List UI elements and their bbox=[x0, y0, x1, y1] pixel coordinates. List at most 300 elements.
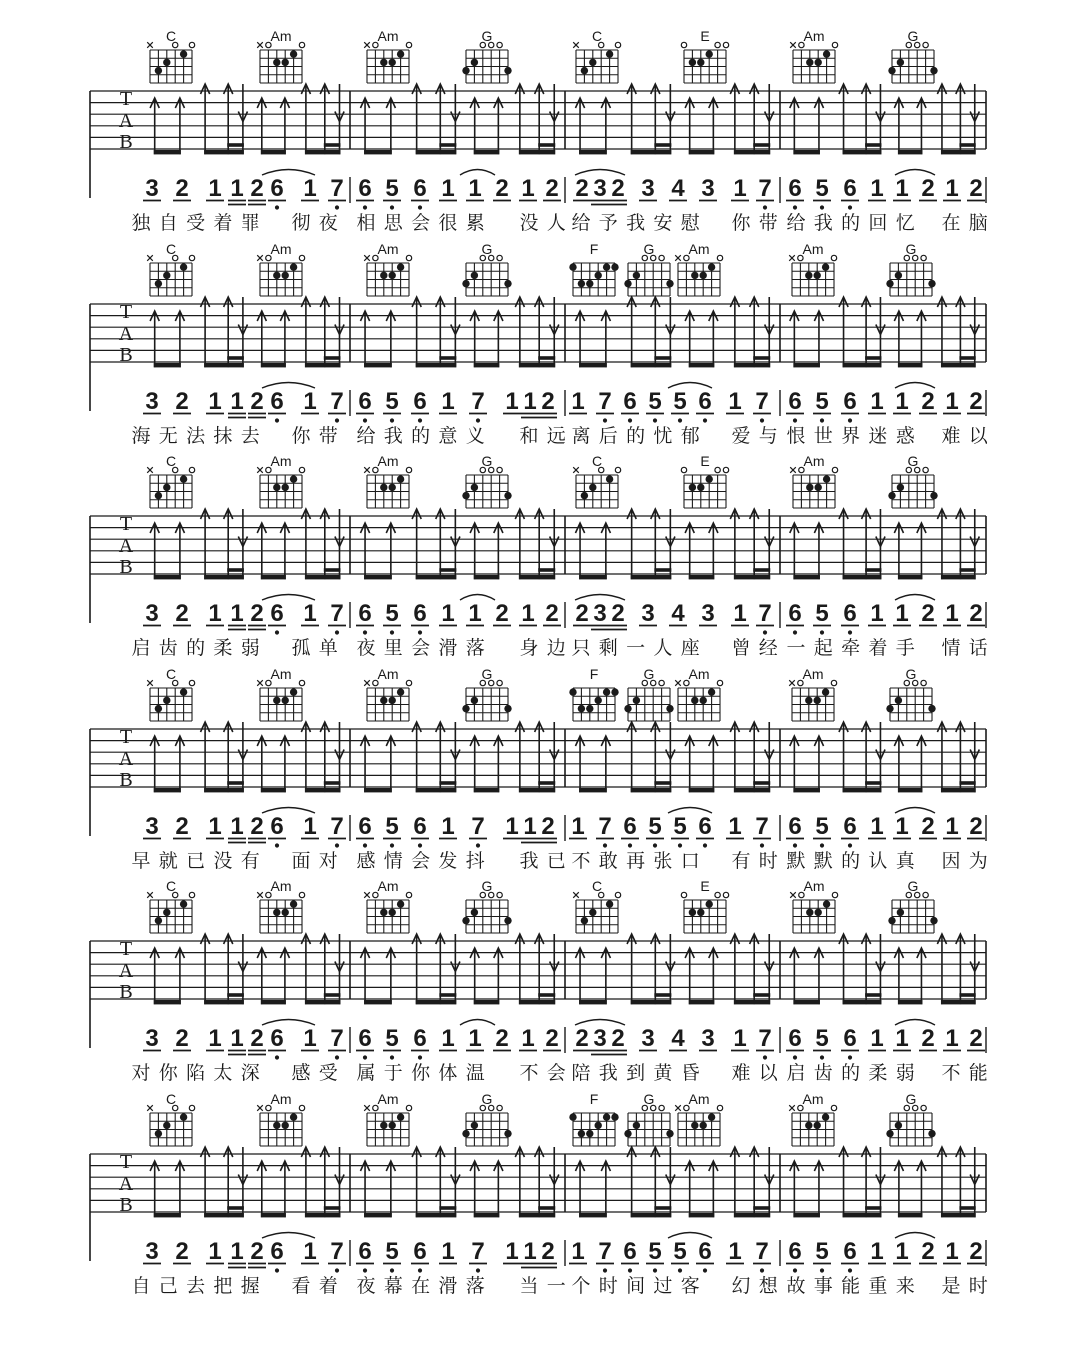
chord-diagram-Am bbox=[364, 1091, 411, 1146]
beam bbox=[519, 788, 555, 792]
lyric-char: 着 bbox=[213, 213, 233, 234]
jianpu-number: 6 bbox=[843, 1025, 857, 1052]
lyric-char: 落 bbox=[465, 1276, 485, 1297]
chord-label: G bbox=[643, 666, 655, 682]
lyric-char: 故 bbox=[786, 1276, 806, 1297]
chord-diagram-Am bbox=[257, 28, 304, 83]
lyric-char: 对 bbox=[131, 1063, 151, 1084]
jianpu-number: 6 bbox=[413, 813, 427, 840]
open-string-marker bbox=[497, 892, 502, 897]
lyric-char: 抖 bbox=[465, 851, 485, 872]
finger-dot bbox=[606, 50, 613, 57]
beam bbox=[579, 575, 607, 579]
strum-measure bbox=[790, 1147, 980, 1217]
lyric-char: 我 bbox=[519, 851, 539, 872]
tab-system-canvas bbox=[0, 850, 1080, 1095]
lyric-char: 你 bbox=[411, 1063, 431, 1084]
jianpu-number: 1 bbox=[468, 600, 482, 627]
beam bbox=[154, 1213, 181, 1217]
finger-dot bbox=[581, 917, 588, 924]
finger-dot bbox=[504, 67, 511, 74]
chord-diagram-G bbox=[886, 1091, 935, 1146]
beam bbox=[941, 1000, 976, 1004]
strum-measure bbox=[575, 297, 773, 367]
number-line bbox=[143, 1233, 986, 1273]
finger-dot bbox=[389, 909, 396, 916]
beam bbox=[305, 575, 341, 579]
finger-dot bbox=[633, 697, 640, 704]
chord-label: Am bbox=[377, 878, 399, 894]
jianpu-number: 1 bbox=[945, 600, 959, 627]
lyric-char: 能 bbox=[841, 1276, 861, 1297]
chord-diagram-G bbox=[462, 878, 511, 933]
open-string-marker bbox=[189, 467, 194, 472]
chord-diagram-G bbox=[624, 1091, 673, 1146]
jianpu-number: 6 bbox=[358, 600, 372, 627]
jianpu-number: 2 bbox=[575, 600, 589, 627]
jianpu-number: 3 bbox=[641, 175, 655, 202]
chord-label: Am bbox=[688, 1091, 710, 1107]
chord-diagram-Am bbox=[790, 453, 838, 508]
low-octave-dot bbox=[603, 418, 607, 422]
open-string-marker bbox=[717, 680, 722, 685]
chord-diagram-Am bbox=[790, 878, 838, 933]
lyric-char: 齿 bbox=[813, 1063, 833, 1084]
jianpu-number: 2 bbox=[545, 175, 559, 202]
double-beam bbox=[538, 993, 555, 997]
finger-dot bbox=[282, 272, 289, 279]
strum-measure bbox=[790, 84, 980, 154]
low-octave-dot bbox=[848, 1055, 852, 1059]
beam bbox=[364, 575, 392, 579]
open-string-marker bbox=[299, 680, 304, 685]
jianpu-number: 1 bbox=[733, 175, 747, 202]
jianpu-number: 7 bbox=[330, 600, 344, 627]
low-octave-dot bbox=[603, 1268, 607, 1272]
lyric-char: 和 bbox=[519, 426, 539, 447]
open-string-marker bbox=[723, 892, 728, 897]
finger-dot bbox=[708, 688, 715, 695]
lyric-char: 脑 bbox=[968, 213, 988, 234]
lyric-char: 体 bbox=[438, 1063, 458, 1084]
chord-diagram-G bbox=[624, 241, 673, 296]
lyric-char: 去 bbox=[186, 1276, 206, 1297]
lyric-char: 难 bbox=[941, 426, 961, 447]
chord-diagram-C bbox=[573, 878, 621, 933]
tab-system-5 bbox=[0, 850, 1080, 1095]
low-octave-dot bbox=[275, 418, 279, 422]
jianpu-number: 1 bbox=[303, 175, 317, 202]
chord-diagram-G bbox=[462, 28, 511, 83]
jianpu-number: 1 bbox=[571, 388, 585, 415]
chord-diagram-Am bbox=[364, 878, 411, 933]
jianpu-number: 1 bbox=[870, 1238, 884, 1265]
lyric-char: 的 bbox=[626, 426, 646, 447]
number-line bbox=[143, 595, 986, 635]
beam bbox=[843, 1213, 882, 1217]
lyric-char: 已 bbox=[186, 851, 206, 872]
finger-dot bbox=[273, 1122, 280, 1129]
finger-dot bbox=[697, 59, 704, 66]
jianpu-number: 3 bbox=[145, 1238, 159, 1265]
finger-dot bbox=[586, 1130, 593, 1137]
chord-diagram-Am bbox=[364, 241, 411, 296]
lyric-char: 以 bbox=[968, 426, 988, 447]
strum-measure bbox=[150, 1147, 344, 1217]
beam bbox=[474, 1213, 500, 1217]
number-line bbox=[143, 383, 986, 423]
chord-label: C bbox=[165, 878, 177, 894]
jianpu-number: 2 bbox=[495, 1025, 509, 1052]
jianpu-number: 1 bbox=[895, 600, 909, 627]
lyric-char: 默 bbox=[813, 851, 833, 872]
jianpu-number: 5 bbox=[815, 175, 829, 202]
beam bbox=[364, 150, 392, 154]
beam bbox=[689, 788, 715, 792]
jianpu-number: 2 bbox=[541, 1238, 555, 1265]
finger-dot bbox=[462, 1130, 469, 1137]
finger-dot bbox=[700, 272, 707, 279]
beam bbox=[898, 575, 923, 579]
low-octave-dot bbox=[820, 1055, 824, 1059]
finger-dot bbox=[290, 263, 297, 270]
finger-dot bbox=[471, 909, 478, 916]
lyric-char: 意 bbox=[438, 426, 458, 447]
low-octave-dot bbox=[628, 1268, 632, 1272]
finger-dot bbox=[163, 1122, 170, 1129]
open-string-marker bbox=[373, 42, 378, 47]
open-string-marker bbox=[373, 1105, 378, 1110]
finger-dot bbox=[822, 263, 829, 270]
double-beam bbox=[439, 356, 456, 360]
open-string-marker bbox=[406, 1105, 411, 1110]
tab-system-canvas bbox=[0, 0, 1080, 245]
finger-dot bbox=[611, 688, 618, 695]
jianpu-number: 1 bbox=[441, 600, 455, 627]
open-string-marker bbox=[373, 255, 378, 260]
double-beam bbox=[959, 568, 975, 572]
lyric-char: 郁 bbox=[680, 426, 700, 447]
chord-label: G bbox=[907, 878, 919, 894]
chord-label: C bbox=[591, 878, 603, 894]
jianpu-number: 1 bbox=[523, 813, 537, 840]
finger-dot bbox=[569, 263, 576, 270]
double-beam bbox=[538, 143, 555, 147]
lyric-char: 很 bbox=[438, 213, 458, 234]
jianpu-number: 6 bbox=[843, 600, 857, 627]
open-string-marker bbox=[684, 255, 689, 260]
low-octave-dot bbox=[390, 630, 394, 634]
lyric-char: 给 bbox=[356, 426, 376, 447]
chord-diagram-C bbox=[147, 241, 195, 296]
jianpu-number: 1 bbox=[208, 600, 222, 627]
jianpu-number: 1 bbox=[208, 388, 222, 415]
double-beam bbox=[753, 1206, 770, 1210]
lyric-char: 予 bbox=[598, 213, 618, 234]
open-string-marker bbox=[659, 255, 664, 260]
jianpu-number: 1 bbox=[571, 1238, 585, 1265]
lyric-char: 受 bbox=[318, 1063, 338, 1084]
lyric-char: 情 bbox=[941, 638, 961, 659]
finger-dot bbox=[805, 272, 812, 279]
jianpu-number: 7 bbox=[471, 813, 485, 840]
double-beam bbox=[959, 993, 975, 997]
chord-label: Am bbox=[377, 666, 399, 682]
beam bbox=[734, 575, 770, 579]
beam bbox=[204, 363, 244, 367]
tab-clef-letter-b: B bbox=[119, 556, 133, 578]
chord-label: Am bbox=[270, 878, 292, 894]
jianpu-number: 2 bbox=[921, 600, 935, 627]
beam bbox=[261, 1000, 286, 1004]
open-string-marker bbox=[615, 42, 620, 47]
lyric-char: 是 bbox=[941, 1276, 961, 1297]
beam bbox=[941, 363, 976, 367]
chord-label: E bbox=[700, 28, 710, 44]
beam bbox=[843, 575, 882, 579]
jianpu-number: 6 bbox=[623, 813, 637, 840]
lyric-char: 看 bbox=[291, 1276, 311, 1297]
low-octave-dot bbox=[390, 1055, 394, 1059]
jianpu-number: 1 bbox=[895, 1238, 909, 1265]
tab-clef-letter-a: A bbox=[118, 960, 134, 982]
finger-dot bbox=[624, 1130, 631, 1137]
jianpu-number: 2 bbox=[921, 1238, 935, 1265]
double-beam bbox=[227, 1206, 244, 1210]
open-string-marker bbox=[684, 680, 689, 685]
jianpu-number: 1 bbox=[468, 175, 482, 202]
jianpu-number: 6 bbox=[843, 175, 857, 202]
low-octave-dot bbox=[275, 630, 279, 634]
open-string-marker bbox=[723, 42, 728, 47]
tab-system-canvas bbox=[0, 213, 1080, 458]
lyric-char: 无 bbox=[158, 426, 178, 447]
finger-dot bbox=[163, 59, 170, 66]
finger-dot bbox=[815, 59, 822, 66]
open-string-marker bbox=[406, 42, 411, 47]
finger-dot bbox=[471, 272, 478, 279]
finger-dot bbox=[282, 59, 289, 66]
low-octave-dot bbox=[275, 843, 279, 847]
jianpu-number: 1 bbox=[728, 1238, 742, 1265]
lyric-char: 罪 bbox=[240, 213, 260, 234]
open-string-marker bbox=[189, 255, 194, 260]
jianpu-number: 3 bbox=[145, 600, 159, 627]
finger-dot bbox=[886, 1130, 893, 1137]
finger-dot bbox=[397, 1113, 404, 1120]
jianpu-number: 1 bbox=[728, 388, 742, 415]
finger-dot bbox=[163, 909, 170, 916]
beam bbox=[154, 575, 181, 579]
lyric-char: 情 bbox=[383, 851, 403, 872]
jianpu-number: 7 bbox=[758, 600, 772, 627]
double-beam bbox=[865, 781, 881, 785]
beam bbox=[898, 1000, 923, 1004]
jianpu-number: 2 bbox=[575, 175, 589, 202]
low-octave-dot bbox=[793, 418, 797, 422]
tab-clef-letter-t: T bbox=[119, 726, 133, 748]
finger-dot bbox=[578, 1130, 585, 1137]
finger-dot bbox=[290, 688, 297, 695]
low-octave-dot bbox=[628, 843, 632, 847]
double-beam bbox=[227, 993, 244, 997]
jianpu-number: 1 bbox=[870, 175, 884, 202]
chord-label: Am bbox=[270, 453, 292, 469]
lyric-char: 认 bbox=[868, 851, 888, 872]
low-octave-dot bbox=[275, 1268, 279, 1272]
open-string-marker bbox=[831, 255, 836, 260]
finger-dot bbox=[471, 697, 478, 704]
beam bbox=[204, 788, 244, 792]
open-string-marker bbox=[715, 42, 720, 47]
lyric-char: 世 bbox=[813, 426, 833, 447]
open-string-marker bbox=[717, 255, 722, 260]
chord-diagram-E bbox=[681, 878, 728, 933]
low-octave-dot bbox=[363, 418, 367, 422]
finger-dot bbox=[700, 1122, 707, 1129]
jianpu-number: 5 bbox=[673, 813, 687, 840]
jianpu-number: 1 bbox=[230, 1238, 244, 1265]
lyric-char: 带 bbox=[758, 213, 778, 234]
beam bbox=[941, 150, 976, 154]
lyric-char: 身 bbox=[519, 638, 539, 659]
finger-dot bbox=[180, 50, 187, 57]
beam bbox=[519, 363, 555, 367]
finger-dot bbox=[822, 688, 829, 695]
jianpu-number: 6 bbox=[788, 175, 802, 202]
tab-system-3 bbox=[0, 425, 1080, 670]
chord-label: Am bbox=[803, 878, 825, 894]
finger-dot bbox=[814, 697, 821, 704]
jianpu-number: 6 bbox=[623, 1238, 637, 1265]
finger-dot bbox=[595, 272, 602, 279]
jianpu-number: 2 bbox=[495, 175, 509, 202]
jianpu-number: 2 bbox=[969, 175, 983, 202]
chord-label: Am bbox=[803, 453, 825, 469]
finger-dot bbox=[928, 280, 935, 287]
double-beam bbox=[654, 143, 671, 147]
beam bbox=[416, 575, 457, 579]
jianpu-number: 1 bbox=[870, 813, 884, 840]
finger-dot bbox=[180, 688, 187, 695]
finger-dot bbox=[895, 1122, 902, 1129]
low-octave-dot bbox=[793, 1055, 797, 1059]
finger-dot bbox=[897, 59, 904, 66]
tab-clef-letter-b: B bbox=[119, 344, 133, 366]
chord-diagram-C bbox=[573, 28, 621, 83]
lyric-char: 的 bbox=[841, 851, 861, 872]
tab-clef-letter-t: T bbox=[119, 1151, 133, 1173]
jianpu-number: 5 bbox=[815, 1025, 829, 1052]
double-beam bbox=[654, 1206, 671, 1210]
beam bbox=[519, 575, 555, 579]
lyric-char: 人 bbox=[546, 213, 566, 234]
chord-diagram-G bbox=[462, 1091, 511, 1146]
finger-dot bbox=[180, 900, 187, 907]
beam bbox=[416, 788, 457, 792]
jianpu-number: 2 bbox=[541, 388, 555, 415]
beam bbox=[941, 1213, 976, 1217]
lyric-char: 已 bbox=[546, 851, 566, 872]
finger-dot bbox=[462, 705, 469, 712]
low-octave-dot bbox=[820, 418, 824, 422]
low-octave-dot bbox=[418, 1268, 422, 1272]
finger-dot bbox=[595, 697, 602, 704]
chord-diagram-G bbox=[888, 28, 937, 83]
lyric-char: 到 bbox=[626, 1063, 646, 1084]
open-string-marker bbox=[831, 1105, 836, 1110]
double-beam bbox=[753, 781, 770, 785]
finger-dot bbox=[586, 280, 593, 287]
open-string-marker bbox=[615, 467, 620, 472]
tab-clef-letter-t: T bbox=[119, 513, 133, 535]
beam bbox=[416, 150, 457, 154]
beam bbox=[734, 1213, 770, 1217]
finger-dot bbox=[397, 900, 404, 907]
jianpu-number: 2 bbox=[575, 1025, 589, 1052]
jianpu-number: 2 bbox=[250, 175, 264, 202]
lyric-char: 彻 bbox=[291, 213, 311, 234]
low-octave-dot bbox=[476, 418, 480, 422]
lyric-char: 感 bbox=[291, 1063, 311, 1084]
finger-dot bbox=[814, 1122, 821, 1129]
jianpu-number: 1 bbox=[733, 600, 747, 627]
lyric-char: 只 bbox=[571, 638, 591, 659]
finger-dot bbox=[389, 272, 396, 279]
jianpu-number: 7 bbox=[598, 813, 612, 840]
chord-label: E bbox=[700, 878, 710, 894]
jianpu-number: 2 bbox=[175, 813, 189, 840]
jianpu-number: 2 bbox=[969, 600, 983, 627]
open-string-marker bbox=[299, 42, 304, 47]
open-string-marker bbox=[921, 1105, 926, 1110]
open-string-marker bbox=[799, 42, 804, 47]
beam bbox=[474, 150, 500, 154]
lyric-char: 我 bbox=[598, 1063, 618, 1084]
chord-diagram-F bbox=[569, 241, 618, 296]
lyric-char: 累 bbox=[465, 213, 485, 234]
finger-dot bbox=[581, 67, 588, 74]
lyric-char: 难 bbox=[731, 1063, 751, 1084]
lyric-char: 远 bbox=[546, 426, 566, 447]
chord-label: Am bbox=[270, 28, 292, 44]
open-string-marker bbox=[798, 680, 803, 685]
jianpu-number: 1 bbox=[208, 1025, 222, 1052]
jianpu-number: 6 bbox=[413, 388, 427, 415]
open-string-marker bbox=[497, 255, 502, 260]
jianpu-number: 2 bbox=[611, 600, 625, 627]
double-beam bbox=[753, 993, 770, 997]
chord-diagram-C bbox=[147, 666, 195, 721]
beam bbox=[631, 1000, 672, 1004]
open-string-marker bbox=[266, 680, 271, 685]
jianpu-number: 1 bbox=[895, 1025, 909, 1052]
lyric-char: 爱 bbox=[731, 426, 751, 447]
lyric-char: 就 bbox=[158, 851, 178, 872]
lyric-char: 有 bbox=[731, 851, 751, 872]
chord-label: Am bbox=[377, 1091, 399, 1107]
finger-dot bbox=[569, 688, 576, 695]
lyric-char: 弱 bbox=[895, 1063, 915, 1084]
low-octave-dot bbox=[653, 1268, 657, 1272]
finger-dot bbox=[603, 263, 610, 270]
jianpu-number: 1 bbox=[523, 388, 537, 415]
finger-dot bbox=[603, 688, 610, 695]
finger-dot bbox=[282, 1122, 289, 1129]
finger-dot bbox=[706, 900, 713, 907]
beam bbox=[261, 1213, 286, 1217]
jianpu-number: 5 bbox=[673, 1238, 687, 1265]
